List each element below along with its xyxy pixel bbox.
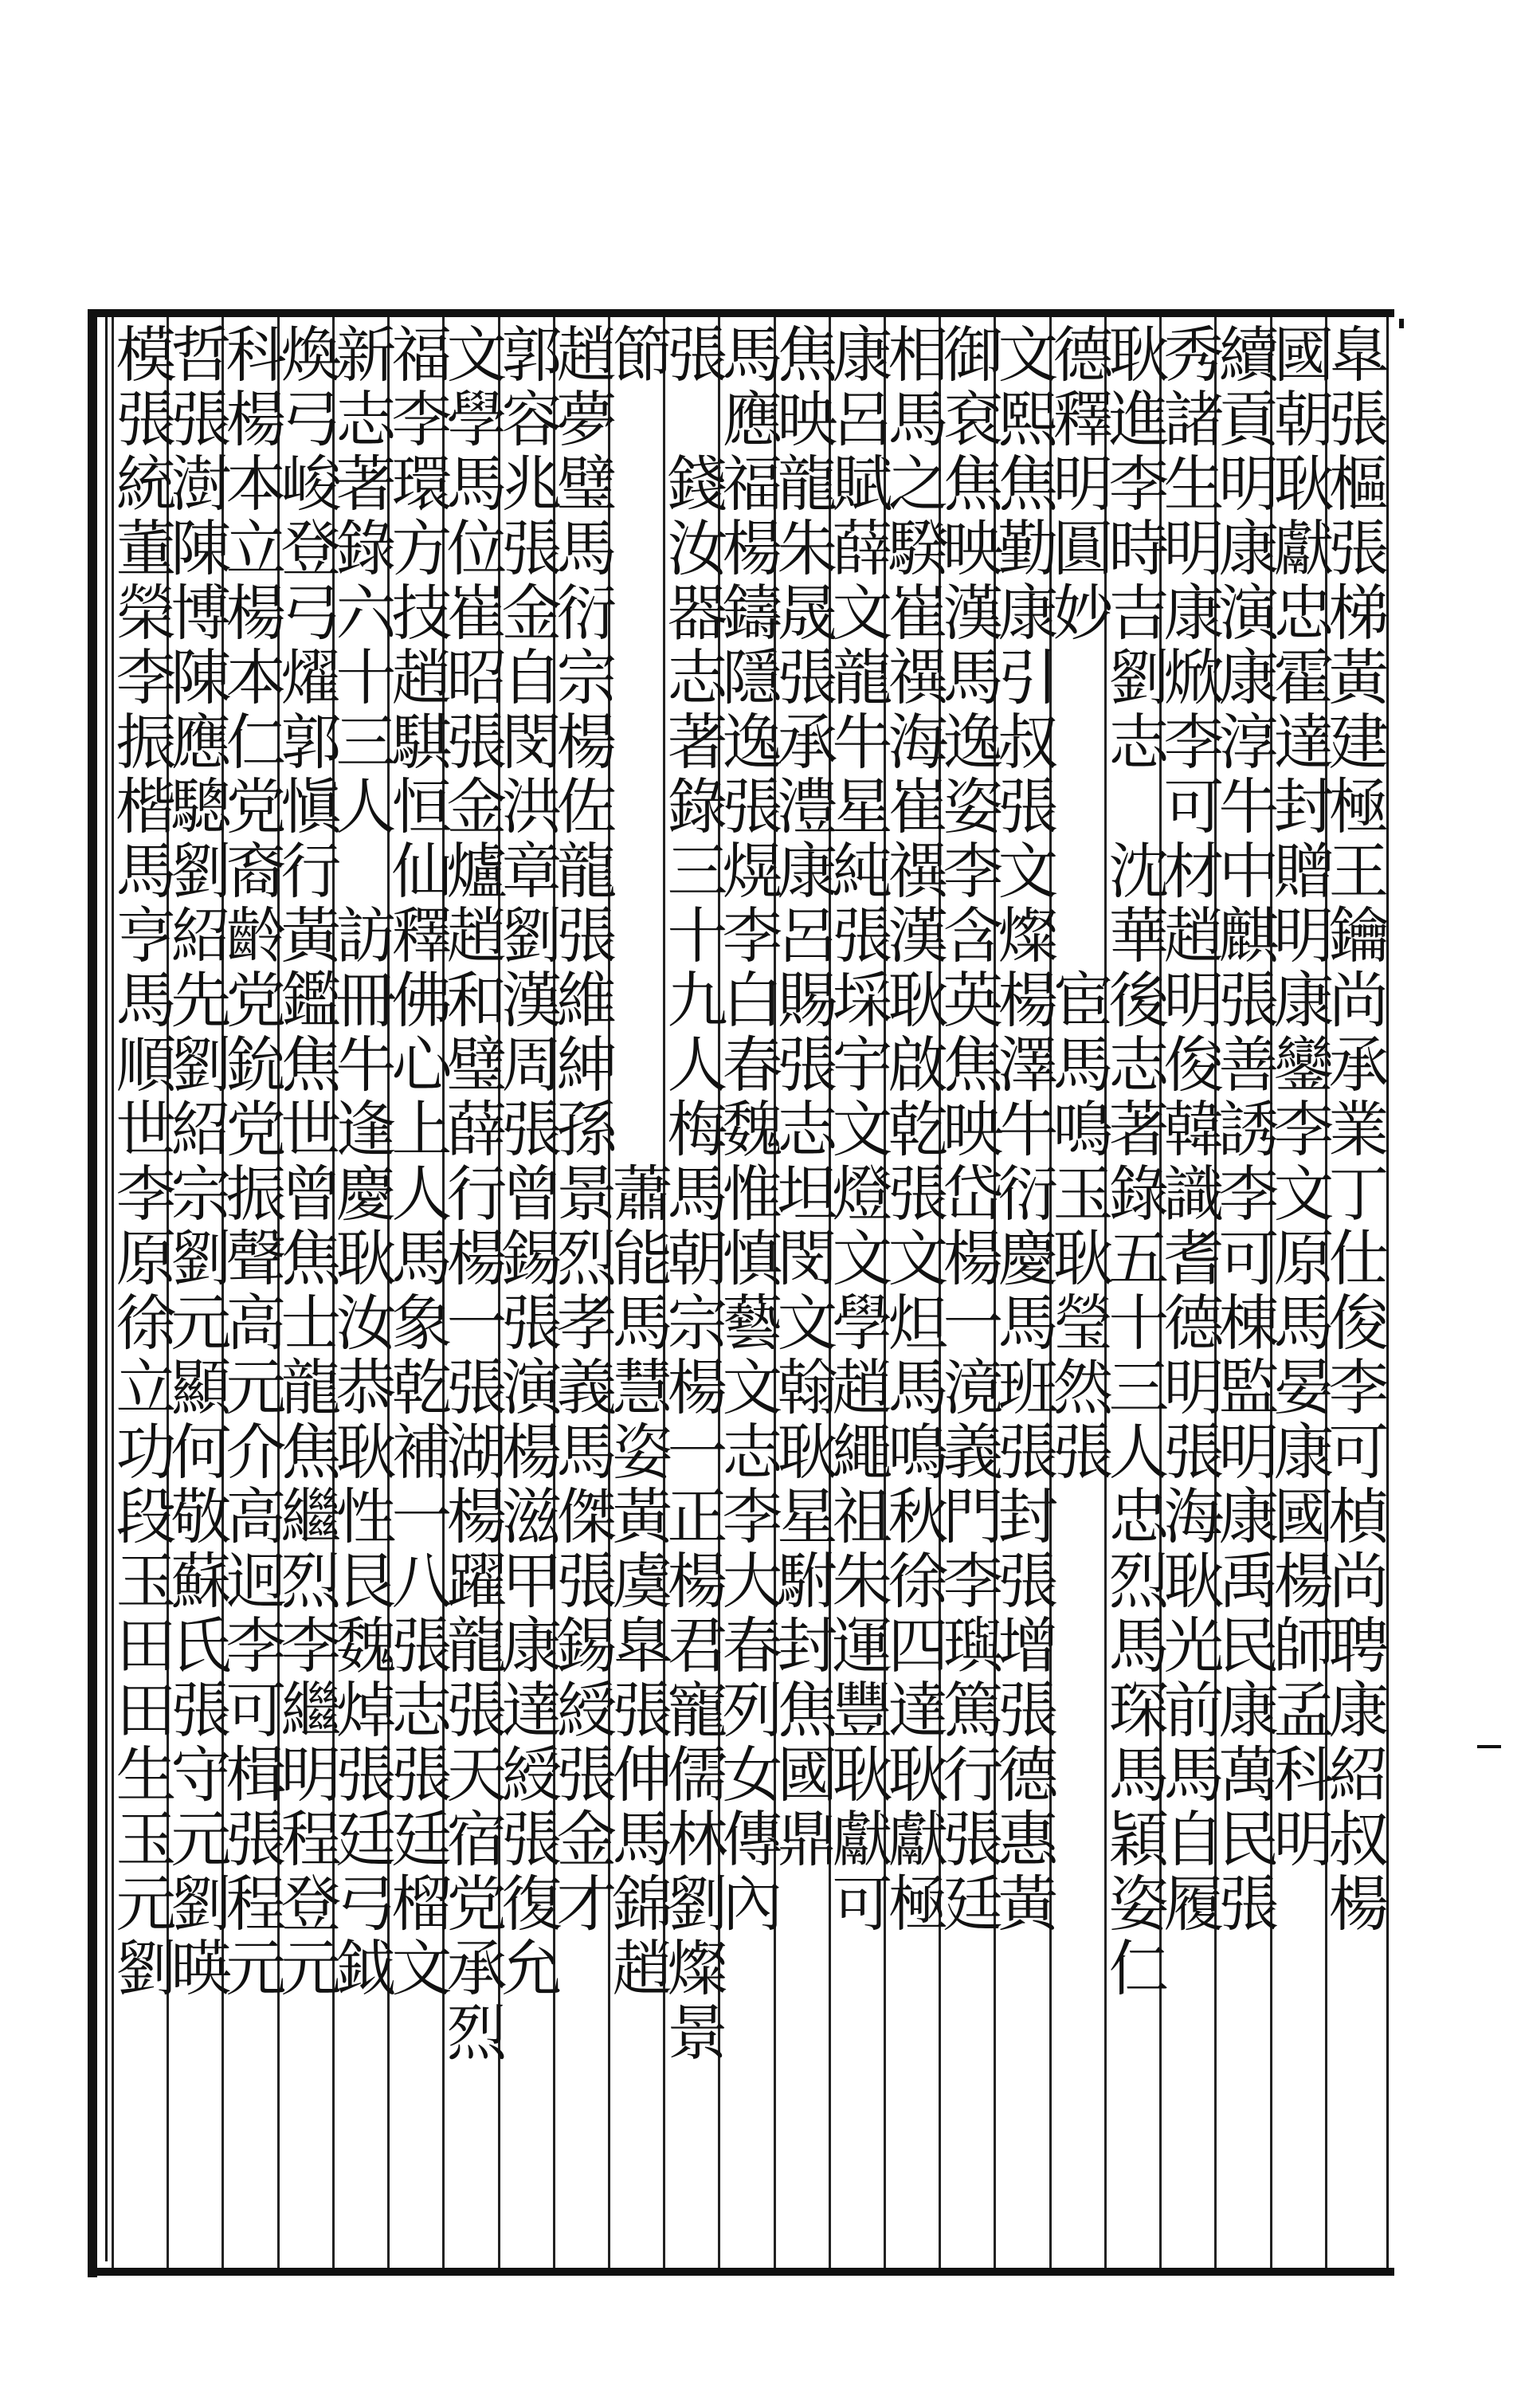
frame-top-border xyxy=(88,309,1394,317)
text-column-19: 新志著錄六十三人 訪冊牛逢慶耿汝恭耿性艮魏焯張廷弓鉞 xyxy=(326,323,397,2001)
text-column-9: 相馬之騤崔禩海崔禩漢耿啟乾張文炟馬鳴秋徐四達耿獻極 xyxy=(878,323,949,1936)
frame-bottom-border xyxy=(88,2268,1394,2276)
text-column-21: 科楊本立楊本仁党裔齡党鈗党振聲高元介高迥李可楫張程元 xyxy=(216,323,287,2001)
text-column-6: 德釋明圓妙 宦馬鳴玉耿瑩然張 xyxy=(1043,323,1114,1484)
fish-tail-mark xyxy=(1399,319,1404,328)
text-column-14: 節 蕭能馬慧姿黃虞臯張伸馬錦趙 xyxy=(602,323,673,2001)
frame-left-border xyxy=(88,309,97,2277)
text-column-22: 哲張澍陳博陳應驄劉紹先劉紹宗劉元顯何敬蘇氏張守元劉暎 xyxy=(161,323,232,2001)
text-column-18: 福李環方技趙騏恒仙釋佛心上人馬象乾補一八張志張廷榴文 xyxy=(382,323,453,2001)
text-column-3: 續貢明康演康淳牛中麒張善誘李可棟監明康禹民康萬民張 xyxy=(1209,323,1280,1936)
margin-tick xyxy=(1477,1745,1501,1748)
text-column-1: 臯張樞張梯黃建極王鑰尚承業丁仕俊李可楨尚聘康紹叔楊 xyxy=(1319,323,1390,1936)
text-column-23: 模張統董榮李振楷馬亨馬順世李原徐立功段玉田田生玉元劉 xyxy=(106,323,177,2001)
text-column-12: 馬應福楊鑄隱逸張熀李白春魏惟慎藝文志李大春列女傳內 xyxy=(712,323,783,1936)
text-column-7: 文熙焦勤康引叔張文燦楊澤牛衍慶馬班張封張增張德惠黃 xyxy=(988,323,1059,1936)
text-column-4: 秀諸生明康焮李可材趙明俊韓識耆德明張海耿光前馬自履 xyxy=(1154,323,1225,1936)
text-column-15: 趙夢璧馬衍宗楊佐龍張維紳孫景烈孝義馬傑張錫綬張金才 xyxy=(547,323,617,1936)
text-column-11: 焦映龍朱晟張承澧康呂賜張志坦閔文翰耿星駙封焦國鼎 xyxy=(767,323,838,1872)
text-column-20: 煥弓峻登弓燿郭愼行黃鑑焦世曾焦士龍焦繼烈李繼明程登元 xyxy=(271,323,342,2001)
text-column-13: 張 錢汝器志著錄三十九人梅馬朝宗楊一正楊君寵儒林劉燦景 xyxy=(657,323,728,2065)
text-column-10: 康呂賦薛文龍牛星純張埰宇文燈文學趙繩祖朱運豐耿獻可 xyxy=(822,323,893,1936)
text-column-5: 耿進李時吉劉志 沈華後志著錄五十三人忠烈馬琛馬穎姿仁 xyxy=(1099,323,1170,2001)
text-column-17: 文學馬位崔昭張金爐趙和璧薛行楊一張湖楊躍龍張天宿党承烈 xyxy=(437,323,508,2065)
text-column-2: 國朝耿獻忠霍達封贈明康鑾李文原馬晏康國楊師孟科明 xyxy=(1264,323,1335,1872)
text-column-8: 御袞焦映漢馬逸姿李含英焦映岱楊一滰義門李璵篤行張廷 xyxy=(933,323,1004,1936)
text-column-16: 郭容兆張金自閔洪章劉漢周張曾錫張演楊滋甲康達綬張復允 xyxy=(492,323,563,2001)
